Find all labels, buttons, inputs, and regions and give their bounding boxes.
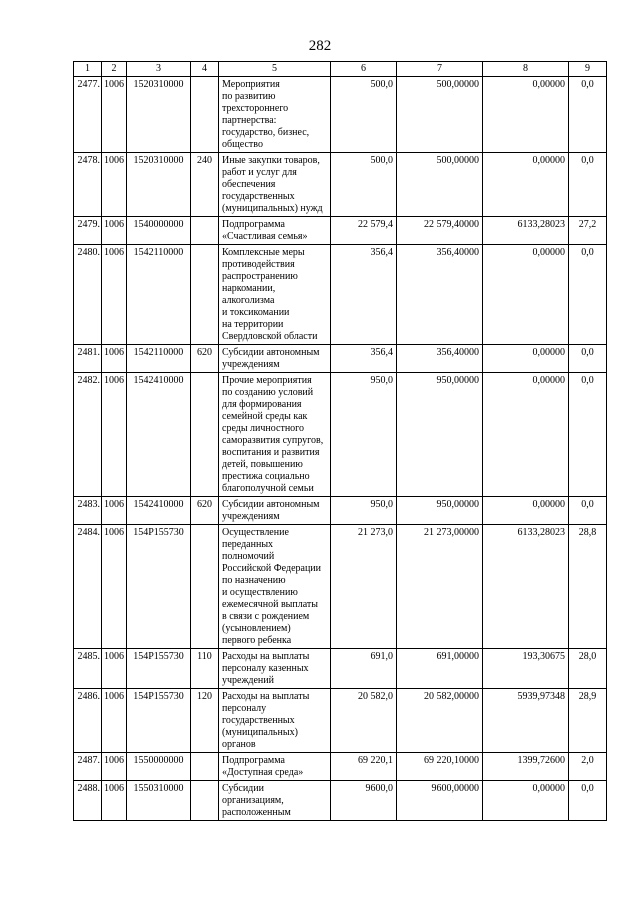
item-name: Мероприятия по развитию трехстороннего партнерства: государство, бизнес, общество — [219, 77, 331, 153]
section-code: 1006 — [102, 689, 127, 753]
target-article-code: 1520310000 — [127, 77, 191, 153]
approved-amount: 356,4 — [331, 245, 397, 345]
table-row — [74, 781, 607, 821]
table-row — [74, 373, 607, 497]
table-row — [74, 649, 607, 689]
target-article-code: 1550000000 — [127, 753, 191, 781]
item-name: Расходы на выплаты персоналу казенных учреждений — [219, 649, 331, 689]
planned-amount: 69 220,10000 — [397, 753, 483, 781]
column-number: 8 — [483, 62, 569, 77]
approved-amount: 69 220,1 — [331, 753, 397, 781]
target-article-code: 154P155730 — [127, 689, 191, 753]
column-number: 1 — [74, 62, 102, 77]
approved-amount: 950,0 — [331, 497, 397, 525]
expense-type-code — [191, 373, 219, 497]
item-name: Комплексные меры противодействия распространению наркомании, алкоголизма и токсикомании на территории Свердловской области — [219, 245, 331, 345]
table-row — [74, 217, 607, 245]
planned-amount: 500,00000 — [397, 77, 483, 153]
column-number: 9 — [569, 62, 607, 77]
item-name: Подпрограмма «Доступная среда» — [219, 753, 331, 781]
expense-type-code: 620 — [191, 345, 219, 373]
expense-type-code — [191, 753, 219, 781]
column-number-row — [74, 62, 607, 77]
item-name: Субсидии автономным учреждениям — [219, 497, 331, 525]
row-number: 2488. — [74, 781, 102, 821]
table-row — [74, 689, 607, 753]
executed-amount: 6133,28023 — [483, 525, 569, 649]
executed-amount: 1399,72600 — [483, 753, 569, 781]
expense-type-code — [191, 781, 219, 821]
page-number: 282 — [308, 38, 332, 54]
executed-amount: 0,00000 — [483, 245, 569, 345]
item-name: Прочие мероприятия по созданию условий для формирования семейной среды как среды личностного саморазвития супругов, воспитания и развития детей, повышению престижа социально благополучной семьи — [219, 373, 331, 497]
execution-percent: 0,0 — [569, 373, 607, 497]
execution-percent: 0,0 — [569, 345, 607, 373]
execution-percent: 0,0 — [569, 245, 607, 345]
row-number: 2486. — [74, 689, 102, 753]
row-number: 2485. — [74, 649, 102, 689]
executed-amount: 6133,28023 — [483, 217, 569, 245]
item-name: Субсидии автономным учреждениям — [219, 345, 331, 373]
approved-amount: 500,0 — [331, 77, 397, 153]
section-code: 1006 — [102, 345, 127, 373]
section-code: 1006 — [102, 77, 127, 153]
planned-amount: 500,00000 — [397, 153, 483, 217]
row-number: 2487. — [74, 753, 102, 781]
row-number: 2477. — [74, 77, 102, 153]
table-row — [74, 753, 607, 781]
item-name: Расходы на выплаты персоналу государственных (муниципальных) органов — [219, 689, 331, 753]
approved-amount: 356,4 — [331, 345, 397, 373]
planned-amount: 21 273,00000 — [397, 525, 483, 649]
column-number: 2 — [102, 62, 127, 77]
approved-amount: 9600,0 — [331, 781, 397, 821]
execution-percent: 28,0 — [569, 649, 607, 689]
execution-percent: 2,0 — [569, 753, 607, 781]
section-code: 1006 — [102, 525, 127, 649]
target-article-code: 154P155730 — [127, 649, 191, 689]
executed-amount: 0,00000 — [483, 153, 569, 217]
approved-amount: 20 582,0 — [331, 689, 397, 753]
expense-type-code — [191, 77, 219, 153]
execution-percent: 0,0 — [569, 497, 607, 525]
row-number: 2483. — [74, 497, 102, 525]
section-code: 1006 — [102, 753, 127, 781]
expense-type-code — [191, 525, 219, 649]
table-row — [74, 497, 607, 525]
section-code: 1006 — [102, 497, 127, 525]
execution-percent: 28,8 — [569, 525, 607, 649]
section-code: 1006 — [102, 649, 127, 689]
column-number: 3 — [127, 62, 191, 77]
execution-percent: 27,2 — [569, 217, 607, 245]
expense-type-code: 120 — [191, 689, 219, 753]
executed-amount: 0,00000 — [483, 781, 569, 821]
approved-amount: 500,0 — [331, 153, 397, 217]
section-code: 1006 — [102, 781, 127, 821]
execution-percent: 0,0 — [569, 77, 607, 153]
executed-amount: 5939,97348 — [483, 689, 569, 753]
expense-type-code: 620 — [191, 497, 219, 525]
approved-amount: 691,0 — [331, 649, 397, 689]
executed-amount: 0,00000 — [483, 345, 569, 373]
table-row — [74, 345, 607, 373]
planned-amount: 20 582,00000 — [397, 689, 483, 753]
approved-amount: 950,0 — [331, 373, 397, 497]
table-row — [74, 245, 607, 345]
budget-table — [73, 61, 607, 821]
item-name: Подпрограмма «Счастливая семья» — [219, 217, 331, 245]
approved-amount: 22 579,4 — [331, 217, 397, 245]
row-number: 2478. — [74, 153, 102, 217]
approved-amount: 21 273,0 — [331, 525, 397, 649]
column-number: 7 — [397, 62, 483, 77]
planned-amount: 950,00000 — [397, 373, 483, 497]
execution-percent: 28,9 — [569, 689, 607, 753]
executed-amount: 193,30675 — [483, 649, 569, 689]
section-code: 1006 — [102, 373, 127, 497]
column-number: 4 — [191, 62, 219, 77]
table-row — [74, 525, 607, 649]
execution-percent: 0,0 — [569, 781, 607, 821]
section-code: 1006 — [102, 217, 127, 245]
executed-amount: 0,00000 — [483, 497, 569, 525]
planned-amount: 22 579,40000 — [397, 217, 483, 245]
execution-percent: 0,0 — [569, 153, 607, 217]
planned-amount: 950,00000 — [397, 497, 483, 525]
row-number: 2480. — [74, 245, 102, 345]
table-row — [74, 153, 607, 217]
column-number: 5 — [219, 62, 331, 77]
row-number: 2484. — [74, 525, 102, 649]
planned-amount: 356,40000 — [397, 245, 483, 345]
target-article-code: 1542410000 — [127, 373, 191, 497]
target-article-code: 1550310000 — [127, 781, 191, 821]
section-code: 1006 — [102, 245, 127, 345]
target-article-code: 1540000000 — [127, 217, 191, 245]
item-name: Осуществление переданных полномочий Российской Федерации по назначению и осуществлению ежемесячной выплаты в связи с рождением (усыновлением) первого ребенка — [219, 525, 331, 649]
target-article-code: 1542110000 — [127, 245, 191, 345]
section-code: 1006 — [102, 153, 127, 217]
executed-amount: 0,00000 — [483, 373, 569, 497]
target-article-code: 1542110000 — [127, 345, 191, 373]
target-article-code: 1542410000 — [127, 497, 191, 525]
row-number: 2482. — [74, 373, 102, 497]
target-article-code: 1520310000 — [127, 153, 191, 217]
planned-amount: 9600,00000 — [397, 781, 483, 821]
table-row — [74, 77, 607, 153]
item-name: Иные закупки товаров, работ и услуг для обеспечения государственных (муниципальных) нужд — [219, 153, 331, 217]
item-name: Субсидии организациям, расположенным — [219, 781, 331, 821]
target-article-code: 154P155730 — [127, 525, 191, 649]
row-number: 2479. — [74, 217, 102, 245]
executed-amount: 0,00000 — [483, 77, 569, 153]
expense-type-code: 240 — [191, 153, 219, 217]
expense-type-code: 110 — [191, 649, 219, 689]
expense-type-code — [191, 245, 219, 345]
planned-amount: 691,00000 — [397, 649, 483, 689]
planned-amount: 356,40000 — [397, 345, 483, 373]
column-number: 6 — [331, 62, 397, 77]
row-number: 2481. — [74, 345, 102, 373]
expense-type-code — [191, 217, 219, 245]
